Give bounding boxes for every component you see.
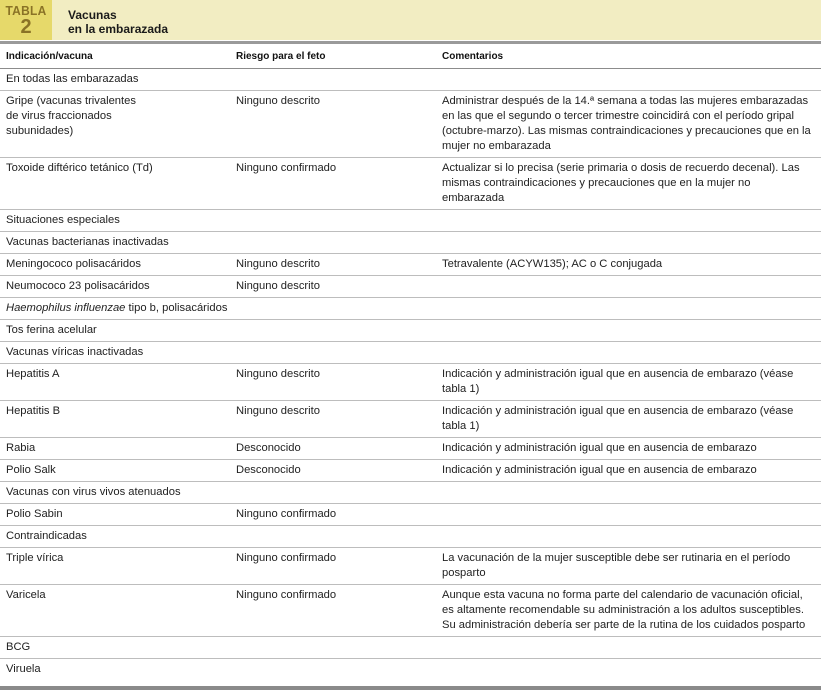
comment-cell: Indicación y administración igual que en ausencia de embarazo: [436, 460, 821, 482]
table-title: [68, 8, 368, 36]
risk-cell: Ninguno descrito: [230, 91, 436, 158]
comment-cell: La vacunación de la mujer susceptible debe ser rutinaria en el período posparto: [436, 548, 821, 585]
table-row: [0, 364, 821, 401]
comment-cell: [436, 504, 821, 526]
indication-cell: Toxoide diftérico tetánico (Td): [0, 158, 230, 210]
table-row: [0, 254, 821, 276]
indication-italic: Haemophilus influenzae: [6, 302, 126, 314]
title-box: [52, 0, 821, 40]
risk-cell: Ninguno descrito: [230, 364, 436, 401]
risk-cell: [230, 320, 436, 342]
risk-cell: [230, 342, 436, 364]
indication-rest: tipo b, polisacáridos: [125, 302, 228, 314]
badge-label: TABLA: [5, 3, 47, 18]
comment-cell: [436, 482, 821, 504]
comment-cell: Actualizar si lo precisa (serie primaria o dosis de recuerdo decenal). Las mismas contraindicaciones y precauciones que en la mujer no embarazada: [436, 158, 821, 210]
badge-number: 2: [20, 16, 32, 38]
comment-cell: Indicación y administración igual que en ausencia de embarazo (véase tabla 1): [436, 364, 821, 401]
table-row: [0, 585, 821, 637]
indication-cell: Gripe (vacunas trivalentes de virus fraccionados subunidades): [0, 91, 230, 158]
table-row: [0, 401, 821, 438]
vaccine-table: [0, 44, 821, 680]
indication-cell: Polio Salk: [0, 460, 230, 482]
indication-cell: Meningococo polisacáridos: [0, 254, 230, 276]
indication-cell: Triple vírica: [0, 548, 230, 585]
indication-cell: Hepatitis A: [0, 364, 230, 401]
indication-cell: [0, 298, 436, 320]
table-row: [0, 526, 821, 548]
comment-cell: [436, 210, 821, 232]
comment-cell: [436, 526, 821, 548]
col-header-risk: Riesgo para el feto: [230, 44, 436, 69]
risk-cell: Ninguno descrito: [230, 276, 436, 298]
risk-cell: Ninguno descrito: [230, 401, 436, 438]
table-row: [0, 659, 821, 681]
risk-cell: [230, 659, 436, 681]
risk-cell: [230, 210, 436, 232]
indication-cell: Vacunas bacterianas inactivadas: [0, 232, 230, 254]
risk-cell: Desconocido: [230, 460, 436, 482]
comment-cell: [436, 298, 821, 320]
table-row: [0, 232, 821, 254]
indication-cell: Neumococo 23 polisacáridos: [0, 276, 230, 298]
table-row: [0, 438, 821, 460]
table-row: [0, 482, 821, 504]
indication-cell: Vacunas víricas inactivadas: [0, 342, 230, 364]
comment-cell: Tetravalente (ACYW135); AC o C conjugada: [436, 254, 821, 276]
indication-cell: Rabia: [0, 438, 230, 460]
table-row: [0, 298, 821, 320]
comment-cell: Indicación y administración igual que en ausencia de embarazo: [436, 438, 821, 460]
risk-cell: [230, 637, 436, 659]
indication-cell: Polio Sabin: [0, 504, 230, 526]
indication-cell: Viruela: [6, 663, 41, 675]
risk-cell: [230, 232, 436, 254]
risk-cell: Ninguno confirmado: [230, 585, 436, 637]
comment-cell: [436, 659, 821, 681]
indication-cell: Vacunas con virus vivos atenuados: [0, 482, 436, 504]
comment-cell: Aunque esta vacuna no forma parte del calendario de vacunación oficial, es altamente recomendable su administración a los adultos susceptibles. Su administración debería ser parte de la rutina de los cuidados posparto: [436, 585, 821, 637]
table-row: [0, 548, 821, 585]
table-row: [0, 158, 821, 210]
comment-cell: [436, 276, 821, 298]
comment-cell: Administrar después de la 14.ª semana a todas las mujeres embarazadas en las que el segundo o tercer trimestre coincidirá con el período gripal (octubre-marzo). Las mismas contraindicaciones y precauciones que en la mujer no embarazada: [436, 91, 821, 158]
risk-cell: Ninguno confirmado: [230, 548, 436, 585]
risk-cell: [230, 526, 436, 548]
indication-cell: Situaciones especiales: [0, 210, 230, 232]
comment-cell: [436, 320, 821, 342]
comment-cell: Indicación y administración igual que en ausencia de embarazo (véase tabla 1): [436, 401, 821, 438]
table-row: [0, 320, 821, 342]
title-line-2: en la embarazada: [68, 22, 169, 36]
comment-cell: [436, 637, 821, 659]
table-number-badge: [0, 0, 52, 40]
bottom-rule: [0, 686, 821, 690]
table-row: [0, 91, 821, 158]
table-row: [0, 637, 821, 659]
indication-cell: En todas las embarazadas: [0, 69, 230, 91]
table-row: [0, 342, 821, 364]
col-header-indication: Indicación/vacuna: [0, 44, 230, 69]
indication-cell: Contraindicadas: [0, 526, 230, 548]
comment-cell: [436, 342, 821, 364]
table-row: [0, 210, 821, 232]
title-line-1: Vacunas: [68, 8, 117, 22]
risk-cell: Ninguno confirmado: [230, 158, 436, 210]
indication-cell: Tos ferina acelular: [0, 320, 230, 342]
comment-cell: [436, 232, 821, 254]
risk-cell: Ninguno descrito: [230, 254, 436, 276]
comment-cell: [436, 69, 821, 91]
table-row: [0, 276, 821, 298]
indication-cell: Varicela: [0, 585, 230, 637]
table-row: [0, 504, 821, 526]
risk-cell: Ninguno confirmado: [230, 504, 436, 526]
indication-cell: Hepatitis B: [0, 401, 230, 438]
table-row: [0, 69, 821, 91]
column-header-row: [0, 44, 821, 69]
table-row: [0, 460, 821, 482]
risk-cell: [230, 69, 436, 91]
col-header-comments: Comentarios: [436, 44, 821, 69]
risk-cell: Desconocido: [230, 438, 436, 460]
indication-cell: BCG: [0, 637, 230, 659]
table-header: [0, 0, 821, 42]
